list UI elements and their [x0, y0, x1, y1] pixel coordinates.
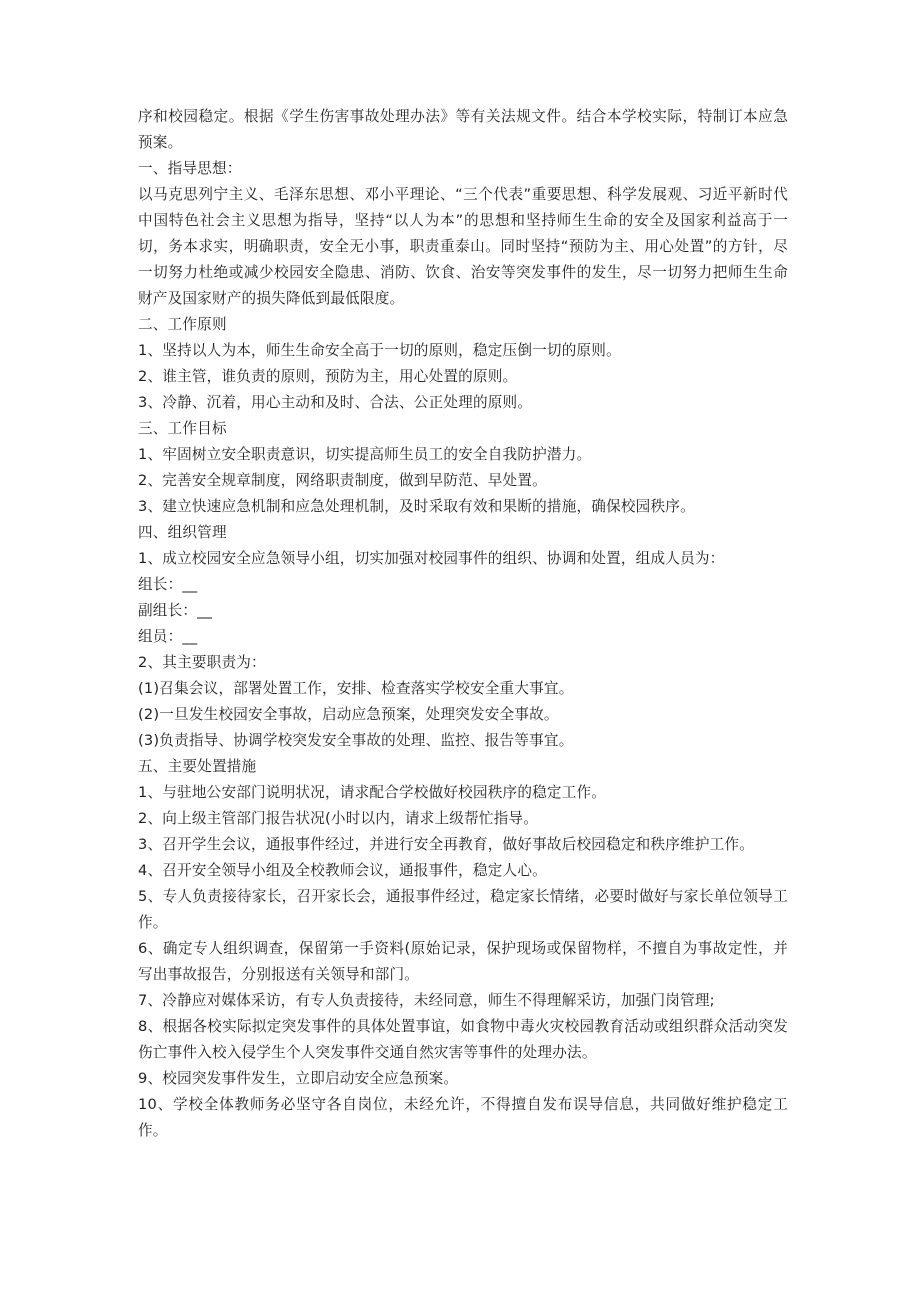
list-item-measure-9: 9、校园突发事件发生，立即启动安全应急预案。 [138, 1070, 459, 1087]
list-item-organization-2: 2、其主要职责为： [138, 654, 266, 671]
field-members: 组员：__ [138, 628, 198, 645]
paragraph-guiding-thought: 以马克思列宁主义、毛泽东思想、邓小平理论、“三个代表”重要思想、科学发展观、习近平新时代中国特色社会主义思想为指导，坚持“以人为本”的思想和坚持师生生命的安全及国家利益高于一切，务本求实，明确职责，安全无小事，职责重泰山。同时坚持“预防为主、用心处置”的方针，尽一切努力杜绝或减少校园安全隐患、消防、饮食、治安等突发事件的发生，尽一切努力把师生生命财产及国家财产的损失降低到最低限度。 [138, 186, 788, 307]
list-item-goal-2: 2、完善安全规章制度，网络职责制度，做到早防范、早处置。 [138, 472, 547, 489]
document-body [138, 104, 788, 1144]
section-heading-work-goals: 三、工作目标 [138, 420, 227, 437]
paragraph-intro-end: 序和校园稳定。根据《学生伤害事故处理办法》等有关法规文件。结合本学校实际，特制订本应急预案。 [138, 108, 788, 151]
list-item-goal-1: 1、牢固树立安全职责意识，切实提高师生员工的安全自我防护潜力。 [138, 446, 592, 463]
section-heading-guiding-thought: 一、指导思想： [138, 160, 242, 177]
list-item-duty-1: (1)召集会议，部署处置工作，安排、检查落实学校安全重大事宜。 [138, 680, 574, 697]
section-heading-organization: 四、组织管理 [138, 524, 227, 541]
list-item-measure-1: 1、与驻地公安部门说明状况，请求配合学校做好校园秩序的稳定工作。 [138, 784, 607, 801]
list-item-measure-6: 6、确定专人组织调查，保留第一手资料(原始记录，保护现场或保留物样，不擅自为事故定性，并写出事故报告，分别报送有关领导和部门。 [138, 940, 788, 983]
list-item-measure-4: 4、召开安全领导小组及全校教师会议，通报事件，稳定人心。 [138, 862, 547, 879]
list-item-principle-3: 3、冷静、沉着，用心主动和及时、合法、公正处理的原则。 [138, 394, 533, 411]
field-deputy-leader: 副组长：__ [138, 602, 213, 619]
list-item-goal-3: 3、建立快速应急机制和应急处理机制，及时采取有效和果断的措施，确保校园秩序。 [138, 498, 695, 515]
list-item-measure-8: 8、根据各校实际拟定突发事件的具体处置事谊，如食物中毒火灾校园教育活动或组织群众活动突发伤亡事件入校入侵学生个人突发事件交通自然灾害等事件的处理办法。 [138, 1018, 788, 1061]
list-item-organization-1: 1、成立校园安全应急领导小组，切实加强对校园事件的组织、协调和处置，组成人员为： [138, 550, 725, 567]
section-heading-measures: 五、主要处置措施 [138, 758, 257, 775]
list-item-duty-2: (2)一旦发生校园安全事故，启动应急预案，处理突发安全事故。 [138, 706, 559, 723]
list-item-principle-1: 1、坚持以人为本，师生生命安全高于一切的原则，稳定压倒一切的原则。 [138, 342, 621, 359]
list-item-measure-7: 7、冷静应对媒体采访，有专人负责接待，未经同意，师生不得理解采访，加强门岗管理; [138, 992, 715, 1009]
field-leader: 组长：__ [138, 576, 198, 593]
list-item-principle-2: 2、谁主管，谁负责的原则，预防为主，用心处置的原则。 [138, 368, 518, 385]
list-item-measure-10: 10、学校全体教师务必坚守各自岗位，未经允许，不得擅自发布误导信息，共同做好维护稳定工作。 [138, 1096, 788, 1139]
list-item-measure-5: 5、专人负责接待家长，召开家长会，通报事件经过，稳定家长情绪，必要时做好与家长单位领导工作。 [138, 888, 788, 931]
list-item-measure-2: 2、向上级主管部门报告状况(小时以内，请求上级帮忙指导。 [138, 810, 539, 827]
list-item-duty-3: (3)负责指导、协调学校突发安全事故的处理、监控、报告等事宜。 [138, 732, 574, 749]
section-heading-work-principles: 二、工作原则 [138, 316, 227, 333]
list-item-measure-3: 3、召开学生会议，通报事件经过，并进行安全再教育，做好事故后校园稳定和秩序维护工作。 [138, 836, 755, 853]
